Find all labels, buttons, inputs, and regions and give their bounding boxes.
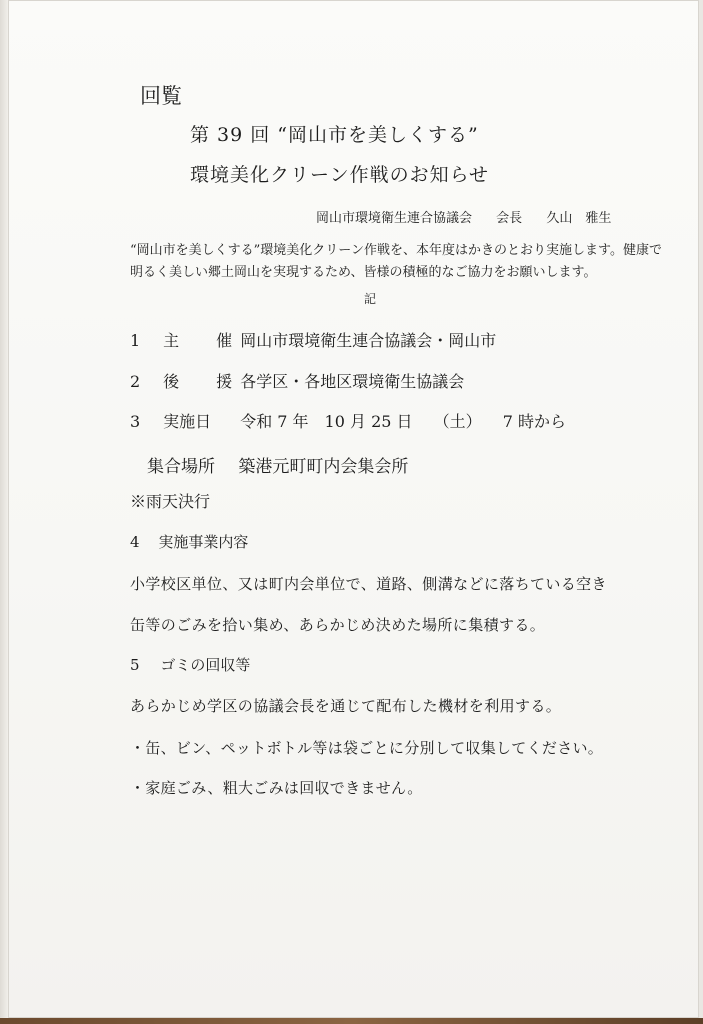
table-edge xyxy=(0,1018,703,1024)
section-4-heading xyxy=(130,531,248,552)
meeting-place-label: 集合場所 xyxy=(147,457,215,477)
item-value xyxy=(240,412,582,431)
item-organizer xyxy=(130,328,496,351)
intro-text-line1: “岡山市を美しくする”環境美化クリーン作戦を、本年度はかきのとおり実施します。健康で xyxy=(130,243,662,258)
sender-organization: 岡山市環境衛生連合協議会 xyxy=(316,211,473,226)
item-label: 実施日 xyxy=(163,412,212,431)
event-weekday: （土） xyxy=(433,412,482,431)
content-line2: 缶等のごみを拾い集め、あらかじめ決めた場所に集積する。 xyxy=(130,616,546,634)
meeting-place-value: 築港元町町内会集会所 xyxy=(238,457,409,477)
item-number: 3 xyxy=(130,412,141,431)
item-number: 1 xyxy=(130,331,141,350)
bullet-sorting: ・缶、ビン、ペットボトル等は袋ごとに分別して収集してください。 xyxy=(130,739,604,757)
meeting-place xyxy=(147,452,408,477)
item-label: 主 催 xyxy=(163,331,249,350)
item-label: 後 援 xyxy=(163,372,249,391)
ki-marker: 記 xyxy=(364,292,377,306)
sender-name: 久山 雅生 xyxy=(546,211,612,226)
notice-title-line2: 環境美化クリーン作戦のお知らせ xyxy=(190,164,490,186)
section-number: 4 xyxy=(130,533,140,551)
section-5-heading xyxy=(130,654,250,675)
sender-role: 会長 xyxy=(496,211,523,226)
item-value: 各学区・各地区環境衛生協議会 xyxy=(240,372,465,391)
bullet-household-waste: ・家庭ごみ、粗大ごみは回収できません。 xyxy=(130,779,423,797)
collection-line: あらかじめ学区の協議会長を通じて配布した機材を利用する。 xyxy=(130,697,562,715)
section-title: ゴミの回収等 xyxy=(160,656,251,674)
item-value: 岡山市環境衛生連合協議会・岡山市 xyxy=(240,331,497,350)
section-number: 5 xyxy=(130,656,140,674)
sender-line xyxy=(316,207,625,226)
rain-note: ※雨天決行 xyxy=(130,492,211,511)
event-time: 7 時から xyxy=(502,412,567,431)
item-number: 2 xyxy=(130,372,141,391)
section-title: 実施事業内容 xyxy=(158,533,249,551)
notice-title-line1: 第 39 回 “岡山市を美しくする” xyxy=(190,124,479,146)
circulation-mark: 回覧 xyxy=(140,84,182,108)
item-date xyxy=(130,409,582,432)
event-date: 令和 7 年 10 月 25 日 xyxy=(240,412,413,431)
paper-shadow-left xyxy=(0,0,8,1018)
content-line1: 小学校区単位、又は町内会単位で、道路、側溝などに落ちている空き xyxy=(130,575,607,593)
intro-text-line2: 明るく美しい郷土岡山を実現するため、皆様の積極的なご協力をお願いします。 xyxy=(130,265,597,280)
item-supporter xyxy=(130,369,464,392)
circular-notice-paper xyxy=(8,0,699,1018)
